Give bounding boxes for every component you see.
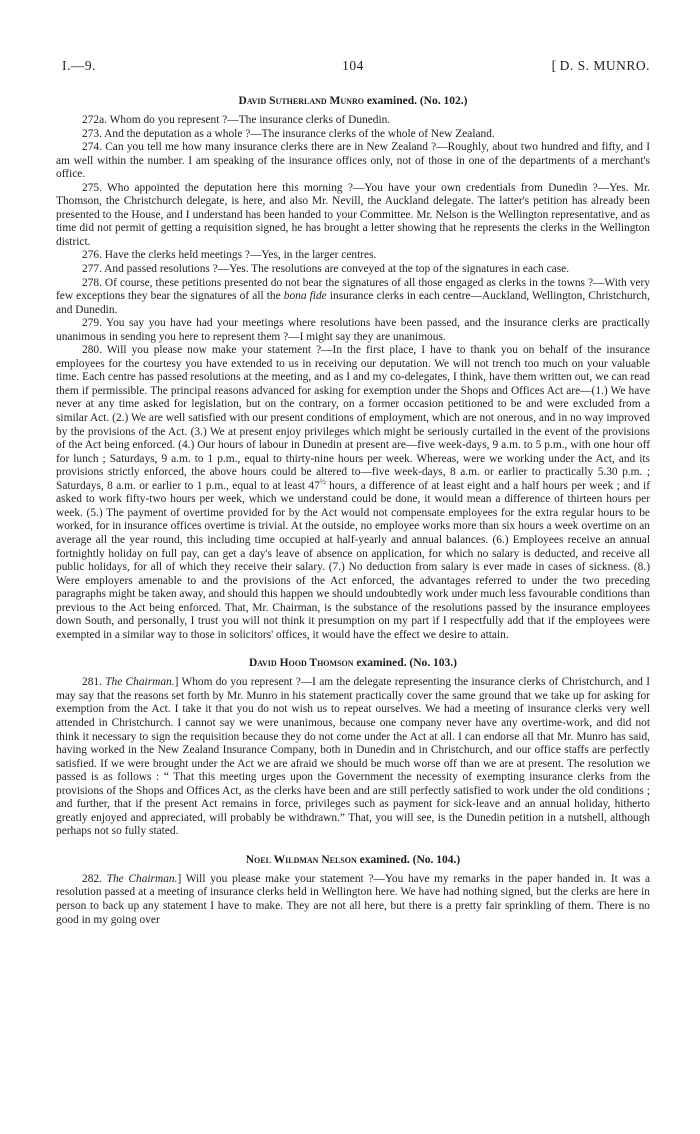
running-header [56,58,650,78]
witness-running-name: [ D. S. MUNRO. [551,58,650,73]
page-number: 104 [342,58,364,73]
evidence-paragraph: 277. And passed resolutions ?—Yes. The resolutions are conveyed at the top of the signatures in each case. [82,263,570,276]
witness-name: Noel Wildman Nelson [245,853,357,866]
evidence-paragraph: 278. Of course, these petitions presented do not bear the signatures of all those engaged as clerks in the towns ?—With very few exceptions they bear the signatures of all the bona fide insurance clerks in each centre—Auckland, Wellington, Christchurch, and Dunedin. [56,276,650,316]
evidence-paragraph: 272a. Whom do you represent ?—The insurance clerks of Dunedin. [82,114,391,126]
witness-heading [56,853,650,867]
witness-name: David Hood Thomson [248,657,354,670]
evidence-paragraph: 276. Have the clerks held meetings ?—Yes, in the larger centres. [82,249,377,262]
witness-heading-suffix: examined. (No. 102.) [363,95,468,107]
witness-heading [56,94,650,108]
evidence-paragraph: 281. The Chairman.] Whom do you represent ?—I am the delegate representing the insurance clerks of Christchurch, and I may say that the reasons set forth by Mr. Munro in his statement practically cover the same ground that we take up for asking for exemption from the Act. I take it that you do not wish us to repeat ourselves. We had a meeting of insurance clerks very well attended in Christchurch. I cannot say we were unanimous, because one company never have any overtime-work, and did not think it necessary to sign the requisition because they do not come under the Act at all. I can endorse all that Mr. Munro has said, having worked in the New Zealand Insurance Company, both in Dunedin and in Christchurch, and our office staffs are perfectly satisfied. If we were brought under the Act we are afraid we should be much worse off than we are at present. The resolution we passed is as follows : “ That this meeting urges upon the Government the necessity of exempting insurance clerks from the provisions of the Shops and Offices Act, as the clerks have been and are still perfectly satisfied to work under the old conditions ; and further, that if the present Act remains in force, privileges such as payment for sick-leave and an annual holiday, hitherto greatly enjoyed and appreciated, will probably be withdrawn.” That, you will see, is the Dunedin petition in a nutshell, although perhaps not so fully stated. [56,676,651,838]
evidence-paragraph: 274. Can you tell me how many insurance clerks there are in New Zealand ?—Roughly, about two hundred and fifty, and I am well within the number. I am speaking of the insurance offices only, not of those in one of the departments of a merchant's office. [56,141,650,181]
document-page [56,58,650,927]
witness-name: David Sutherland Munro [238,95,364,107]
witness-heading-suffix: examined. (No. 104.) [356,853,461,866]
witness-heading-suffix: examined. (No. 103.) [353,657,458,670]
evidence-paragraph: 280. Will you please now make your statement ?—In the first place, I have to thank you on behalf of the insurance employees for the courtesy you have extended to us in receiving our deputation. We will not trench too much on your valuable time. Each centre has passed resolutions at the meeting, and as I and my co-delegates, I think, have them written out, we can read them if permissible. The principal reasons advanced for asking for exemption under the Shops and Offices Act are—(1.) We have never at any time asked for legislation, but on the contrary, on a former occasion petitioned to be and were excluded from a similar Act. (2.) We are well satisfied with our present conditions of employment, which are not onerous, and in no way improved by the provisions of the Act. (3.) We at present enjoy privileges which might be seriously curtailed in the event of the provisions of the Act being enforced. (4.) Our hours of labour in Dunedin at present are—five week-days, 9 a.m. to 5 p.m., with one hour off for lunch ; Saturdays, 9 a.m. to 1 p.m., equal to thirty-nine hours per week. Whereas, were we working under the Act, and its provisions strictly enforced, the above hours could be altered to—five week-days, 8 a.m. or earlier to practically 5.30 p.m. ; Saturdays, 8 a.m. or earlier to 1 p.m., equal to at least $47^{\frac{1}{2}}$ hours, a difference of at least eight and a half hours per week ; and if asked to work fifty-two hours per week, which we understand could be done, it would mean a difference of thirteen hours per week. (5.) The payment of overtime provided for by the Act would not compensate employees for the extra regular hours to be worked, for in insurance offices overtime is trivial. At the outside, no employee works more than six hours a week overtime on an average all the year round, this including time occupied at half-yearly and annual balances. (6.) Employees receive an annual fortnightly holiday on full pay, can get a day's leave of absence on application, for which no salary is deducted, and receive all public holidays, for all of which they receive their salary. (7.) No deduction from salary is ever made in cases of sickness. (8.) Were employers amenable to and the provisions of the Act enforced, the advantages referred to under the two preceding paragraphs might be taken away, and should this happen we should undoubtedly work under much less favourable conditions than previous to the Act being enforced. That, Mr. Chairman, is the substance of the resolutions passed by the insurance employees down South, and personally, I trust you will not think it presumption on my part if I respectfully add that if the employees were exempted in a similar way to those in solicitors' offices, it would have the effect we desire to attain. [56,344,650,641]
evidence-paragraph: 275. Who appointed the deputation here this morning ?—You have your own credentials from Dunedin ?—Yes. Mr. Thomson, the Christchurch delegate, is here, and also Mr. Nevill, the Auckland delegate. The latter's petition has already been presented to the House, and I understand has been handed to your Committee. Mr. Nelson is the Wellington representative, and as time did not permit of getting a requisition signed, he has brought a letter showing that he represents the clerks in the Wellington district. [56,181,650,248]
evidence-paragraph: 273. And the deputation as a whole ?—The insurance clerks of the whole of New Zealand. [82,127,495,140]
paper-reference: I.—9. [62,58,96,73]
evidence-paragraph: 282. The Chairman.] Will you please make your statement ?—You have my remarks in the paper handed in. It was a resolution passed at a meeting of insurance clerks held in Wellington here. We have had nothing signed, but the clerks are here in person to back up any statement I have to make. They are not all here, but there is a pretty fair sprinkling of them. There is no good in my going over [56,872,650,926]
evidence-paragraph: 279. You say you have had your meetings where resolutions have been passed, and the insurance clerks are practically unanimous in sending you here to represent them ?—I might say they are unanimous. [56,317,650,343]
witness-heading [56,656,650,670]
